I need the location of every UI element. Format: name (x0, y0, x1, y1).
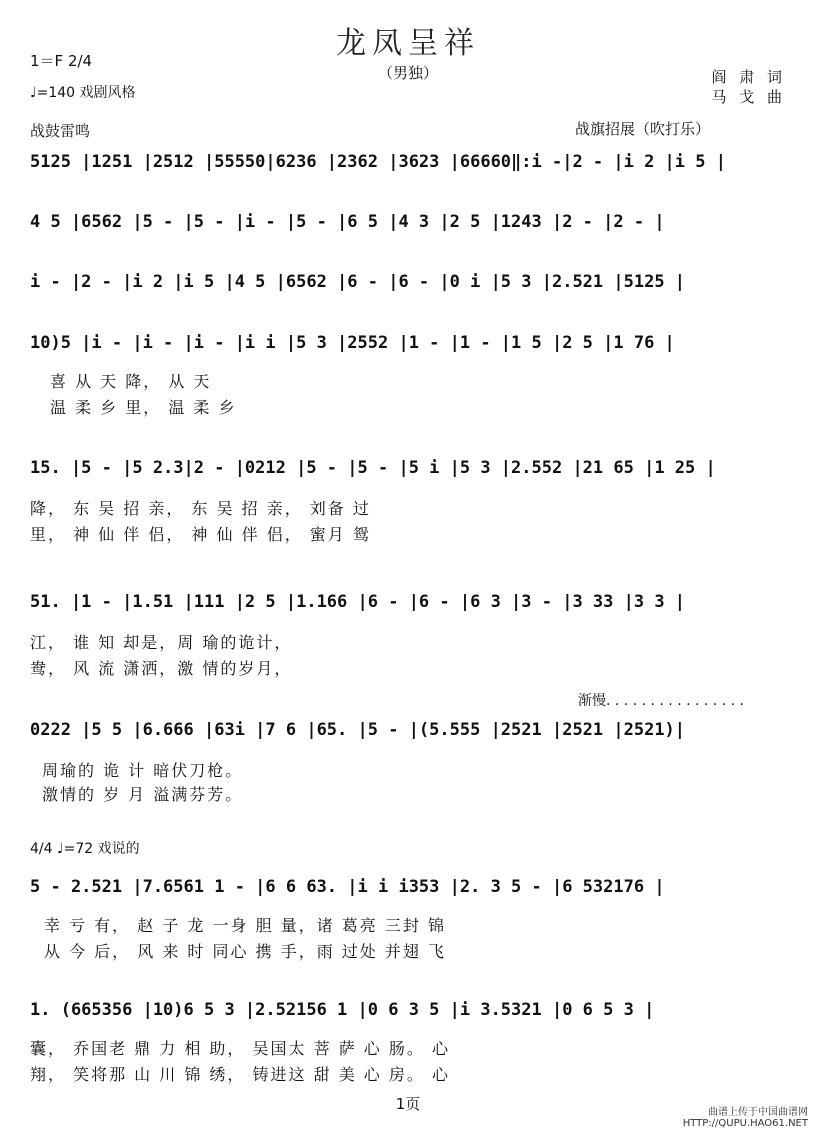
section-label-drums: 战鼓雷鸣 (30, 122, 91, 140)
staff-4-notes: 10)5 |i - |i - |i - |i i |5 3 |2552 |1 - |1 - |1 5 |2 5 |1 76 | (30, 333, 675, 353)
staff-5-notes: 15. |5 - |5 2.3|2 - |0212 |5 - |5 - |5 i |5 3 |2.552 |21 65 |1 25 | (30, 458, 716, 478)
staff-7-notes: 0222 |5 5 |6.666 |63i |7 6 |65. |5 - |(5.555 |2521 |2521 |2521)| (30, 720, 686, 740)
staff-6-lyrics-1: 江， 谁 知 却是，周 瑜的诡计， (30, 633, 293, 652)
staff-7-lyrics-2: 激情的 岁 月 溢满芬芳。 (42, 785, 244, 804)
staff-2-notes: 4 5 |6562 |5 - |5 - |i - |5 - |6 5 |4 3 |2 5 |1243 |2 - |2 - | (30, 212, 665, 232)
song-subtitle: （男独） (377, 64, 438, 82)
staff-8-lyrics-2: 从 今 后， 风 来 时 同心 携 手，雨 过处 并翅 飞 (44, 942, 446, 961)
tempo-marking: ♩=140 戏剧风格 (30, 85, 136, 101)
watermark (683, 1103, 808, 1129)
watermark-line-1: 曲谱上传于中国曲谱网 (708, 1107, 808, 1118)
staff-9-notes: 1. (665356 |10)6 5 3 |2.52156 1 |0 6 3 5 |i 3.5321 |0 6 5 3 | (30, 1000, 655, 1020)
staff-6-notes: 51. |1 - |1.51 |111 |2 5 |1.166 |6 - |6 - |6 3 |3 - |3 33 |3 3 | (30, 592, 686, 612)
key-signature: 1＝F 2/4 (30, 52, 93, 70)
staff-4-lyrics-1: 喜 从 天 降， 从 天 (50, 372, 212, 391)
lyricist-credit: 阎 肃 词 (711, 68, 786, 86)
staff-1-notes: 5125 |1251 |2512 |55550|6236 |2362 |3623 |66660‖:i -|2 - |i 2 |i 5 | (30, 152, 726, 172)
staff-5-lyrics-2: 里， 神 仙 伴 侣， 神 仙 伴 侣， 蜜月 鸳 (30, 525, 371, 544)
section-label-flags: 战旗招展（吹打乐） (575, 120, 711, 138)
staff-8-lyrics-1: 幸 亏 有， 赵 子 龙 一身 胆 量，诸 葛亮 三封 锦 (44, 916, 446, 935)
staff-5-lyrics-1: 降， 东 吴 招 亲， 东 吴 招 亲， 刘备 过 (30, 499, 371, 518)
watermark-line-2: HTTP://QUPU.HAO61.NET (682, 1118, 808, 1129)
staff-9-lyrics-1: 囊， 乔国老 鼎 力 相 助， 吴国太 菩 萨 心 肠。 心 (30, 1039, 450, 1058)
staff-8-notes: 5 - 2.521 |7.6561 1 - |6 6 63. |i i i353 |2. 3 5 - |6 532176 | (30, 877, 665, 897)
ritardando-marking: 渐慢. . . . . . . . . . . . . . . . (578, 693, 744, 709)
staff-7-lyrics-1: 周瑜的 诡 计 暗伏刀枪。 (42, 761, 244, 780)
song-title: 龙凤呈祥 (336, 26, 480, 61)
staff-6-lyrics-2: 鸯， 风 流 潇洒，激 情的岁月， (30, 659, 293, 678)
staff-3-notes: i - |2 - |i 2 |i 5 |4 5 |6562 |6 - |6 - |0 i |5 3 |2.521 |5125 | (30, 272, 686, 292)
staff-9-lyrics-2: 翔， 笑将那 山 川 锦 绣， 铸进这 甜 美 心 房。 心 (30, 1065, 450, 1084)
tempo-marking-2: 4/4 ♩=72 戏说的 (30, 841, 140, 857)
composer-credit: 马 戈 曲 (711, 88, 786, 106)
staff-4-lyrics-2: 温 柔 乡 里， 温 柔 乡 (50, 398, 237, 417)
page-number: 1页 (395, 1095, 421, 1113)
